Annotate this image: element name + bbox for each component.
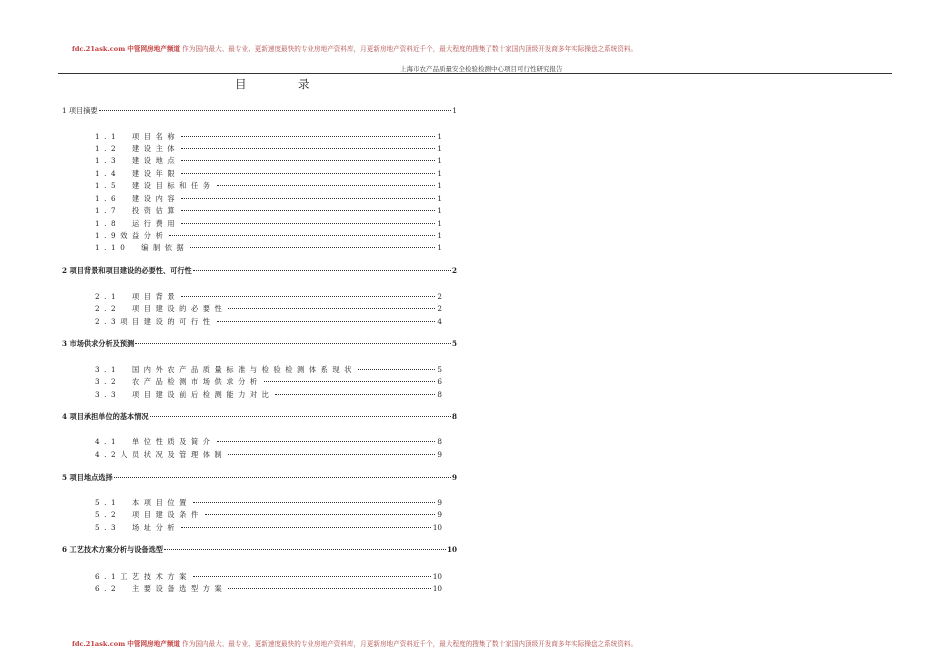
toc-page-number: 8 <box>451 412 457 421</box>
toc-page-number: 1 <box>437 156 442 165</box>
toc-page-number: 9 <box>451 473 457 482</box>
banner-site-link[interactable]: fdc.21ask.com <box>72 45 126 53</box>
toc-entry-label: 3.2 农产品检测市场供求分析 <box>95 377 262 386</box>
bottom-ad-banner <box>72 638 637 648</box>
toc-page-number: 10 <box>432 523 442 532</box>
toc-section-entry[interactable] <box>95 169 442 178</box>
toc-dot-leader <box>228 588 431 589</box>
banner-description: 作为国内最大、最专业、更新速度最快的专业房地产资料库，月更新房地产资料近千个，最大程度的搜集了数十家国内顶级开发商多年实际操盘之系统资料。 <box>182 640 638 648</box>
toc-dot-leader <box>228 308 435 309</box>
toc-dot-leader <box>217 441 436 442</box>
toc-entry-label: 5 项目地点选择 <box>62 473 113 482</box>
toc-entry-label: 1.10 编制依据 <box>95 243 189 252</box>
toc-section-entry[interactable] <box>95 572 442 581</box>
toc-entry-label: 4 项目承担单位的基本情况 <box>62 412 149 421</box>
top-ad-banner <box>72 43 637 53</box>
toc-section-entry[interactable] <box>95 498 442 507</box>
toc-section-entry[interactable] <box>95 523 442 532</box>
toc-entry-label: 1.7 投资估算 <box>95 206 180 215</box>
toc-entry-label: 4.2人员状况及管理体制 <box>95 450 227 459</box>
toc-page-number: 1 <box>437 243 442 252</box>
toc-page-number: 2 <box>437 292 442 301</box>
toc-entry-label: 6.2 主要设备选型方案 <box>95 584 227 593</box>
toc-dot-leader <box>99 110 452 111</box>
toc-dot-leader <box>169 235 435 236</box>
toc-section-entry[interactable] <box>95 292 442 301</box>
toc-page-number: 1 <box>437 194 442 203</box>
toc-page-number: 10 <box>446 545 457 554</box>
toc-section-entry[interactable] <box>95 206 442 215</box>
toc-entry-label: 2.2 项目建设的必要性 <box>95 304 227 313</box>
toc-entry-label: 2 项目背景和项目建设的必要性、可行性 <box>62 266 192 275</box>
toc-section-entry[interactable] <box>95 156 442 165</box>
toc-dot-leader <box>190 247 435 248</box>
toc-dot-leader <box>275 394 435 395</box>
toc-page-number: 4 <box>437 317 442 326</box>
document-header: 上海市农产品质量安全检验检测中心项目可行性研究报告 <box>400 65 563 73</box>
banner-brand: 中管网房地产频道 <box>127 45 181 53</box>
toc-page-number: 10 <box>432 584 442 593</box>
toc-page-number: 2 <box>451 266 457 275</box>
toc-section-entry[interactable] <box>95 317 442 326</box>
toc-chapter-entry[interactable] <box>62 473 457 482</box>
toc-page-number: 1 <box>452 106 457 115</box>
toc-dot-leader <box>193 270 451 271</box>
toc-dot-leader <box>217 321 436 322</box>
toc-dot-leader <box>135 343 451 344</box>
toc-entry-label: 1.5 建设目标和任务 <box>95 181 215 190</box>
toc-page-number: 1 <box>437 219 442 228</box>
toc-section-entry[interactable] <box>95 144 442 153</box>
toc-dot-leader <box>150 416 451 417</box>
toc-section-entry[interactable] <box>95 231 442 240</box>
toc-entry-label: 6 工艺技术方案分析与设备选型 <box>62 545 163 554</box>
toc-entry-label: 2.1 项目背景 <box>95 292 180 301</box>
toc-dot-leader <box>264 381 436 382</box>
toc-dot-leader <box>181 198 435 199</box>
header-rule <box>58 73 892 74</box>
toc-entry-label: 3 市场供求分析及预测 <box>62 339 135 348</box>
toc-section-entry[interactable] <box>95 132 442 141</box>
toc-entry-label: 1.3 建设地点 <box>95 156 180 165</box>
toc-section-entry[interactable] <box>95 181 442 190</box>
toc-chapter-entry[interactable] <box>62 339 457 348</box>
toc-entry-label: 4.1 单位性质及简介 <box>95 437 215 446</box>
toc-entry-label: 3.1 国内外农产品质量标准与检验检测体系现状 <box>95 365 356 374</box>
banner-brand: 中管网房地产频道 <box>127 640 181 648</box>
toc-entry-label: 3.3 项目建设前后检测能力对比 <box>95 390 274 399</box>
toc-entry-label: 5.2 项目建设条件 <box>95 510 203 519</box>
toc-section-entry[interactable] <box>95 437 442 446</box>
toc-entry-label: 1.4 建设年限 <box>95 169 180 178</box>
toc-page-number: 1 <box>437 132 442 141</box>
toc-dot-leader <box>114 477 451 478</box>
toc-page-number: 1 <box>437 206 442 215</box>
toc-section-entry[interactable] <box>95 194 442 203</box>
toc-dot-leader <box>181 136 435 137</box>
toc-page-number: 9 <box>437 450 442 459</box>
toc-section-entry[interactable] <box>95 510 442 519</box>
toc-section-entry[interactable] <box>95 390 442 399</box>
toc-dot-leader <box>181 160 435 161</box>
toc-page-number: 8 <box>437 390 442 399</box>
toc-dot-leader <box>181 223 435 224</box>
toc-dot-leader <box>217 185 436 186</box>
toc-entry-label: 1 项目摘要 <box>62 106 98 115</box>
toc-dot-leader <box>193 576 431 577</box>
toc-dot-leader <box>193 502 435 503</box>
toc-entry-label: 1.6 建设内容 <box>95 194 180 203</box>
toc-chapter-entry[interactable] <box>62 412 457 421</box>
toc-page-number: 5 <box>437 365 442 374</box>
toc-section-entry[interactable] <box>95 584 442 593</box>
toc-dot-leader <box>181 173 435 174</box>
toc-page-number: 5 <box>451 339 457 348</box>
toc-page-number: 10 <box>432 572 442 581</box>
toc-dot-leader <box>181 296 435 297</box>
toc-dot-leader <box>181 210 435 211</box>
toc-entry-label: 5.1 本项目位置 <box>95 498 191 507</box>
toc-page-number: 1 <box>437 231 442 240</box>
toc-page-number: 9 <box>437 510 442 519</box>
toc-dot-leader <box>164 549 446 550</box>
toc-entry-label: 1.2 建设主体 <box>95 144 180 153</box>
toc-chapter-entry[interactable] <box>62 106 457 115</box>
toc-section-entry[interactable] <box>95 377 442 386</box>
toc-section-entry[interactable] <box>95 304 442 313</box>
toc-dot-leader <box>205 514 436 515</box>
toc-section-entry[interactable] <box>95 365 442 374</box>
toc-page-number: 1 <box>437 181 442 190</box>
toc-dot-leader <box>228 454 435 455</box>
toc-title: 目 录 <box>235 77 330 91</box>
toc-page-number: 8 <box>437 437 442 446</box>
banner-description: 作为国内最大、最专业、更新速度最快的专业房地产资料库，月更新房地产资料近千个，最大程度的搜集了数十家国内顶级开发商多年实际操盘之系统资料。 <box>182 45 638 53</box>
banner-site-link[interactable]: fdc.21ask.com <box>72 640 126 648</box>
toc-page-number: 2 <box>437 304 442 313</box>
toc-entry-label: 1.1 项目名称 <box>95 132 180 141</box>
toc-chapter-entry[interactable] <box>62 266 457 275</box>
toc-dot-leader <box>358 369 435 370</box>
toc-entry-label: 6.1工艺技术方案 <box>95 572 191 581</box>
toc-dot-leader <box>181 527 431 528</box>
toc-dot-leader <box>181 148 435 149</box>
toc-entry-label: 1.9效益分析 <box>95 231 168 240</box>
toc-section-entry[interactable] <box>95 243 442 252</box>
toc-page-number: 1 <box>437 169 442 178</box>
toc-entry-label: 2.3项目建设的可行性 <box>95 317 215 326</box>
toc-page-number: 9 <box>437 498 442 507</box>
toc-entry-label: 5.3 场址分析 <box>95 523 180 532</box>
toc-section-entry[interactable] <box>95 450 442 459</box>
toc-chapter-entry[interactable] <box>62 545 457 554</box>
toc-page-number: 6 <box>437 377 442 386</box>
toc-page-number: 1 <box>437 144 442 153</box>
toc-entry-label: 1.8 运行费用 <box>95 219 180 228</box>
toc-section-entry[interactable] <box>95 219 442 228</box>
